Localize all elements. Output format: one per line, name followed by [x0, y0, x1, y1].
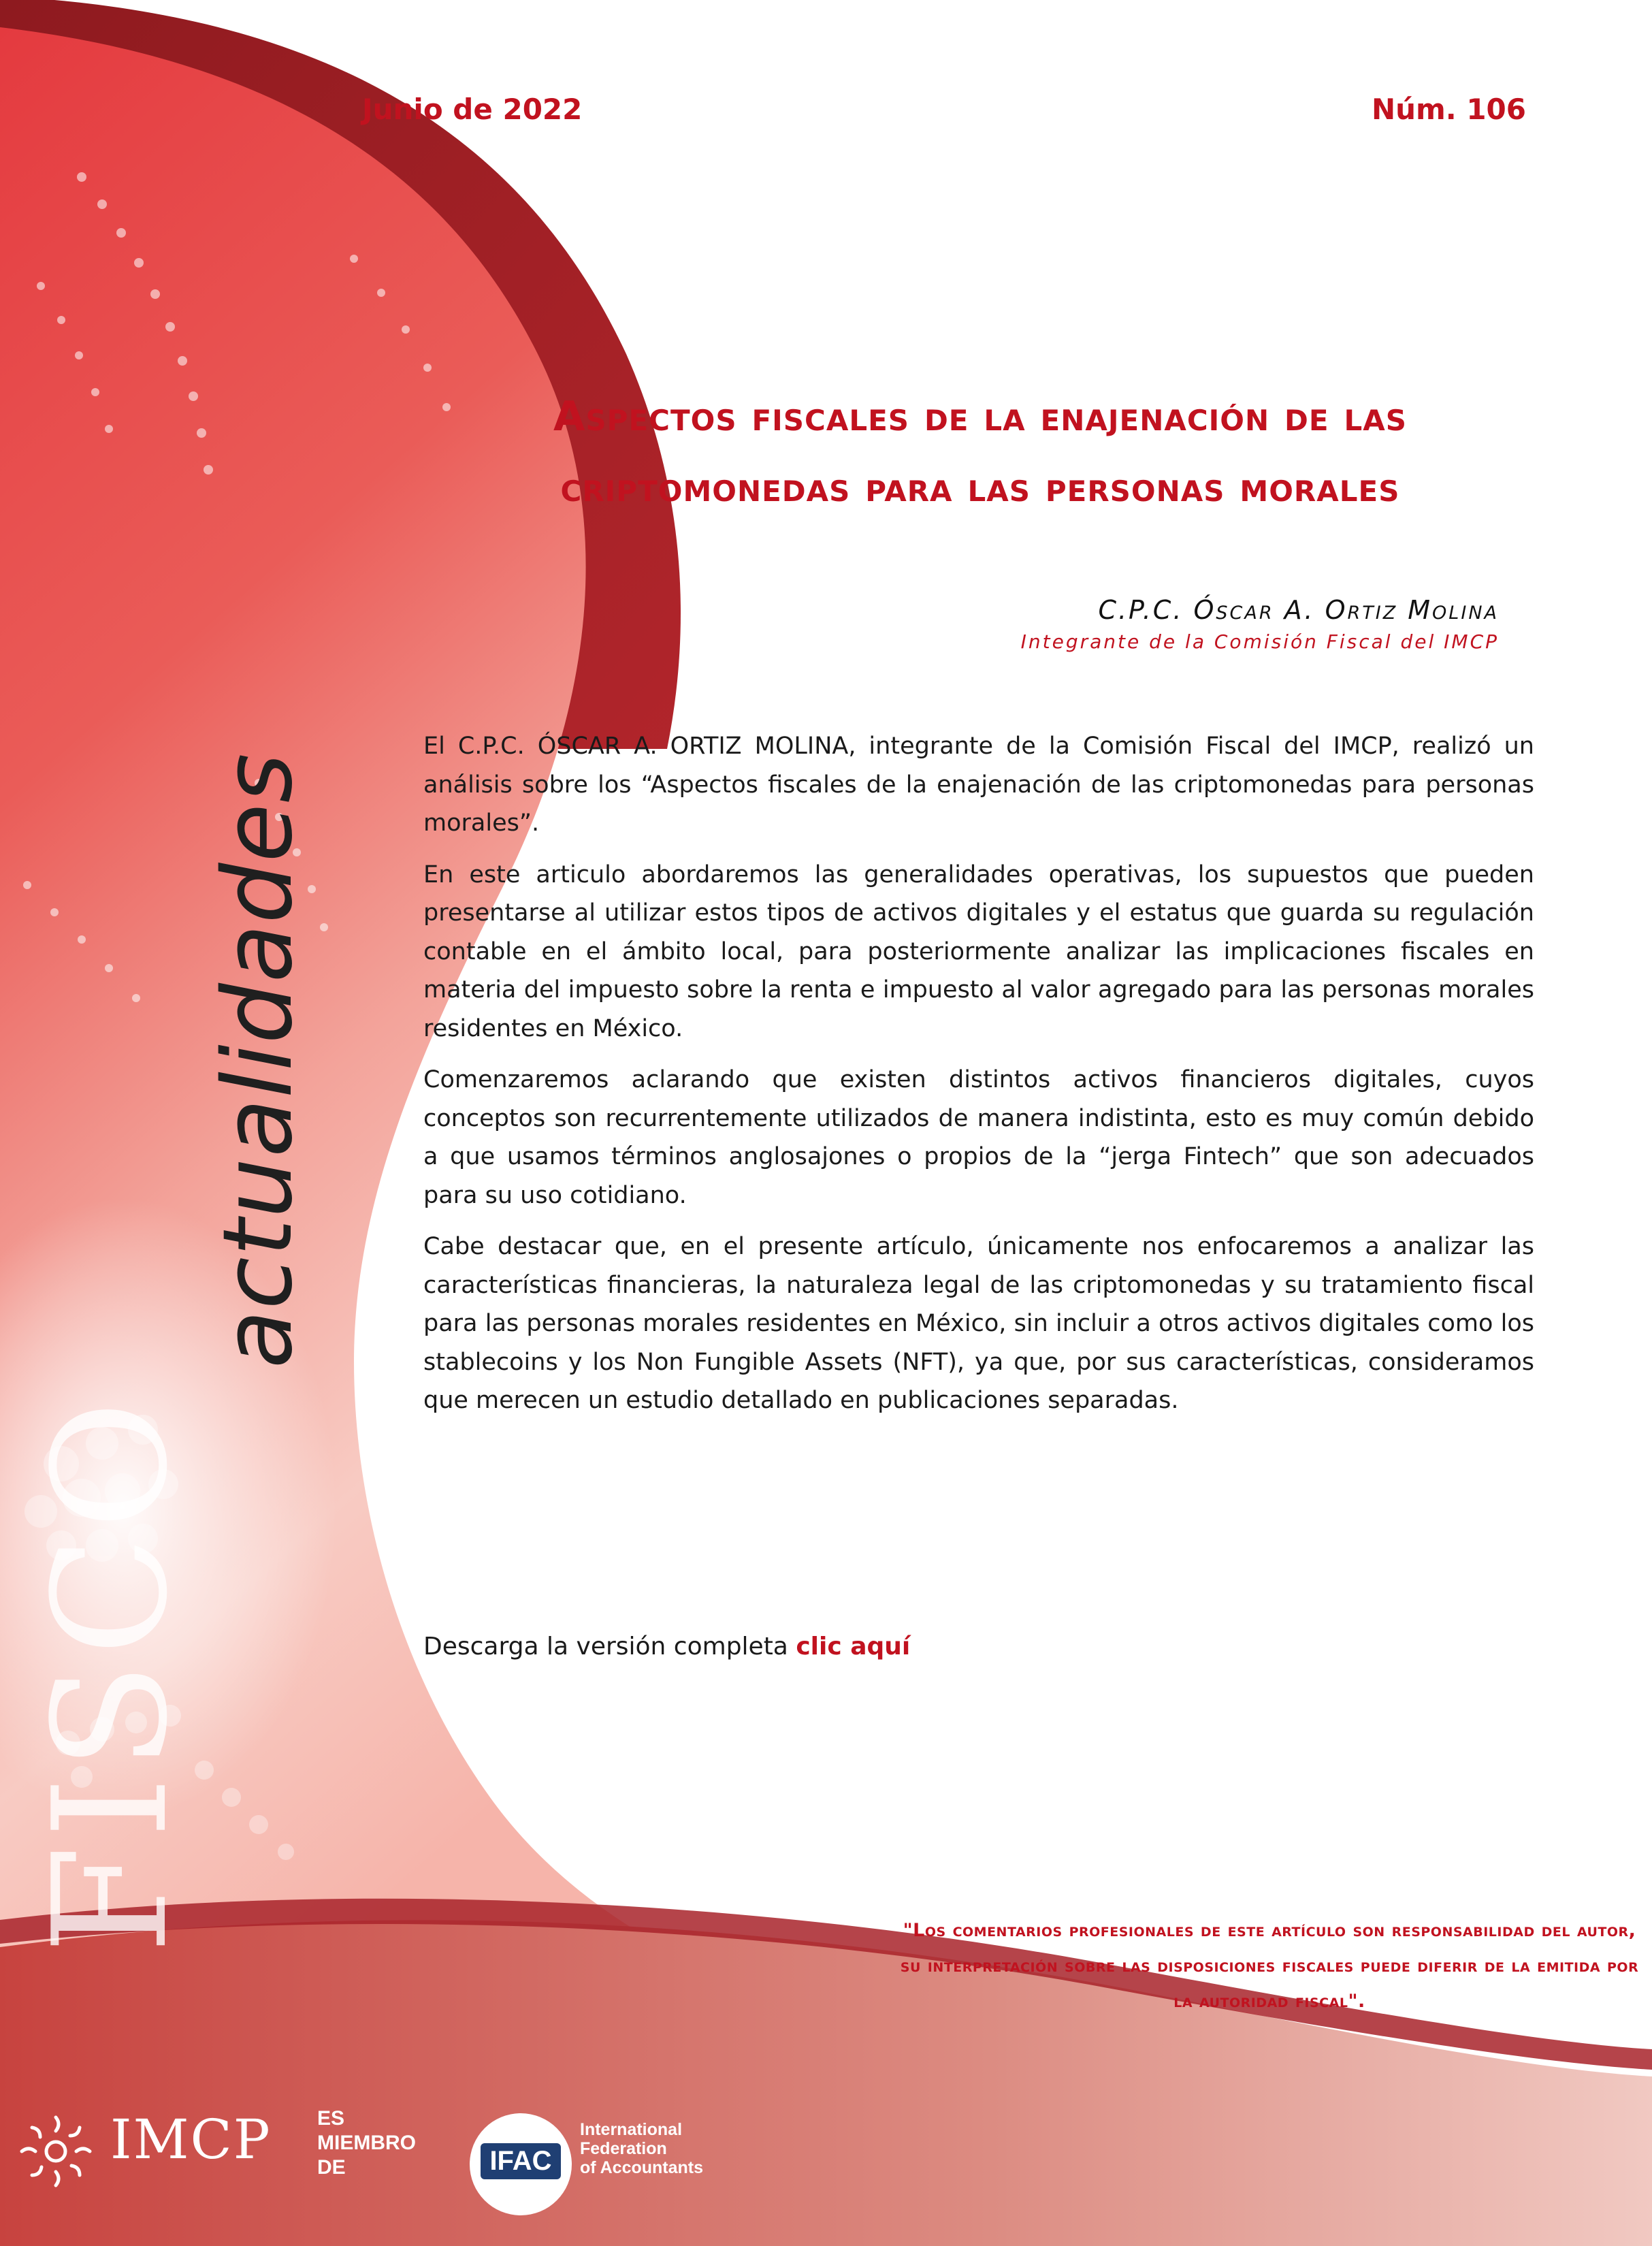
member-line: ES: [317, 2107, 345, 2130]
paragraph: Comenzaremos aclarando que existen distintos activos financieros digitales, cuyos conceptos son recurrentemente utilizados de manera indistinta, esto es muy común debido a que usamos términos anglosajones o propios de la “jerga Fintech” que son adecuados para su uso cotidiano.: [423, 1066, 1534, 1209]
imcp-logo-text: IMCP: [110, 2108, 272, 2171]
member-line: MIEMBRO: [317, 2132, 416, 2154]
download-line: [423, 1633, 910, 1661]
ifac-line: Federation: [580, 2139, 667, 2158]
title-line-2: criptomonedas para las personas morales: [560, 464, 1400, 511]
paragraph: Cabe destacar que, en el presente artículo, únicamente nos enfocaremos a analizar las características financieras, la naturaleza legal de las criptomonedas y su tratamiento fiscal para las personas morales residentes en México, sin incluir a otros activos digitales como los stablecoins y los Non Fungible Assets (NFT), ya que, por sus características, consideramos que merecen un estudio detallado en publicaciones separadas.: [423, 1233, 1534, 1414]
ifac-line: of Accountants: [580, 2158, 704, 2177]
paragraph: En este articulo abordaremos las generalidades operativas, los supuestos que pueden presentarse al utilizar estos tipos de activos digitales y el estatus que guarda su regulación contable en el ámbito local, para posteriormente analizar las implicaciones fiscales en materia del impuesto sobre la renta e impuesto al valor agregado para las personas morales residentes en México.: [423, 861, 1534, 1042]
member-of-label: [317, 2106, 416, 2180]
article-body: [423, 727, 1534, 1433]
author-block: [1021, 595, 1499, 653]
ifac-line: International: [580, 2120, 683, 2139]
ifac-name: [580, 2120, 703, 2177]
download-link[interactable]: clic aquí: [796, 1633, 911, 1661]
disclaimer: "Los comentarios profesionales de este artículo son responsabilidad del autor, su interpretación sobre las disposiciones fiscales puede diferir de la emitida por la autoridad fiscal".: [900, 1920, 1639, 2012]
title-line-1: Aspectos fiscales de la enajenación de las: [553, 393, 1408, 440]
imcp-logo-icon: [15, 2111, 97, 2192]
section-wordmark: actualidades: [203, 752, 314, 1368]
article-title: [381, 381, 1579, 523]
member-line: DE: [317, 2156, 346, 2179]
ifac-logo-abbr: IFAC: [481, 2143, 561, 2179]
publication-wordmark: FISCO: [20, 1394, 202, 1954]
issue-date: Junio de 2022: [362, 93, 583, 126]
issue-number: Núm. 106: [1371, 93, 1526, 126]
author-role: Integrante de la Comisión Fiscal del IMCP: [1020, 630, 1499, 653]
paragraph: El C.P.C. ÓSCAR A. ORTIZ MOLINA, integrante de la Comisión Fiscal del IMCP, realizó un análisis sobre los “Aspectos fiscales de la enajenación de las criptomonedas para personas morales”.: [423, 733, 1534, 837]
download-text: Descarga la versión completa: [423, 1633, 788, 1661]
author-name: C.P.C. Óscar A. Ortiz Molina: [1098, 595, 1499, 625]
